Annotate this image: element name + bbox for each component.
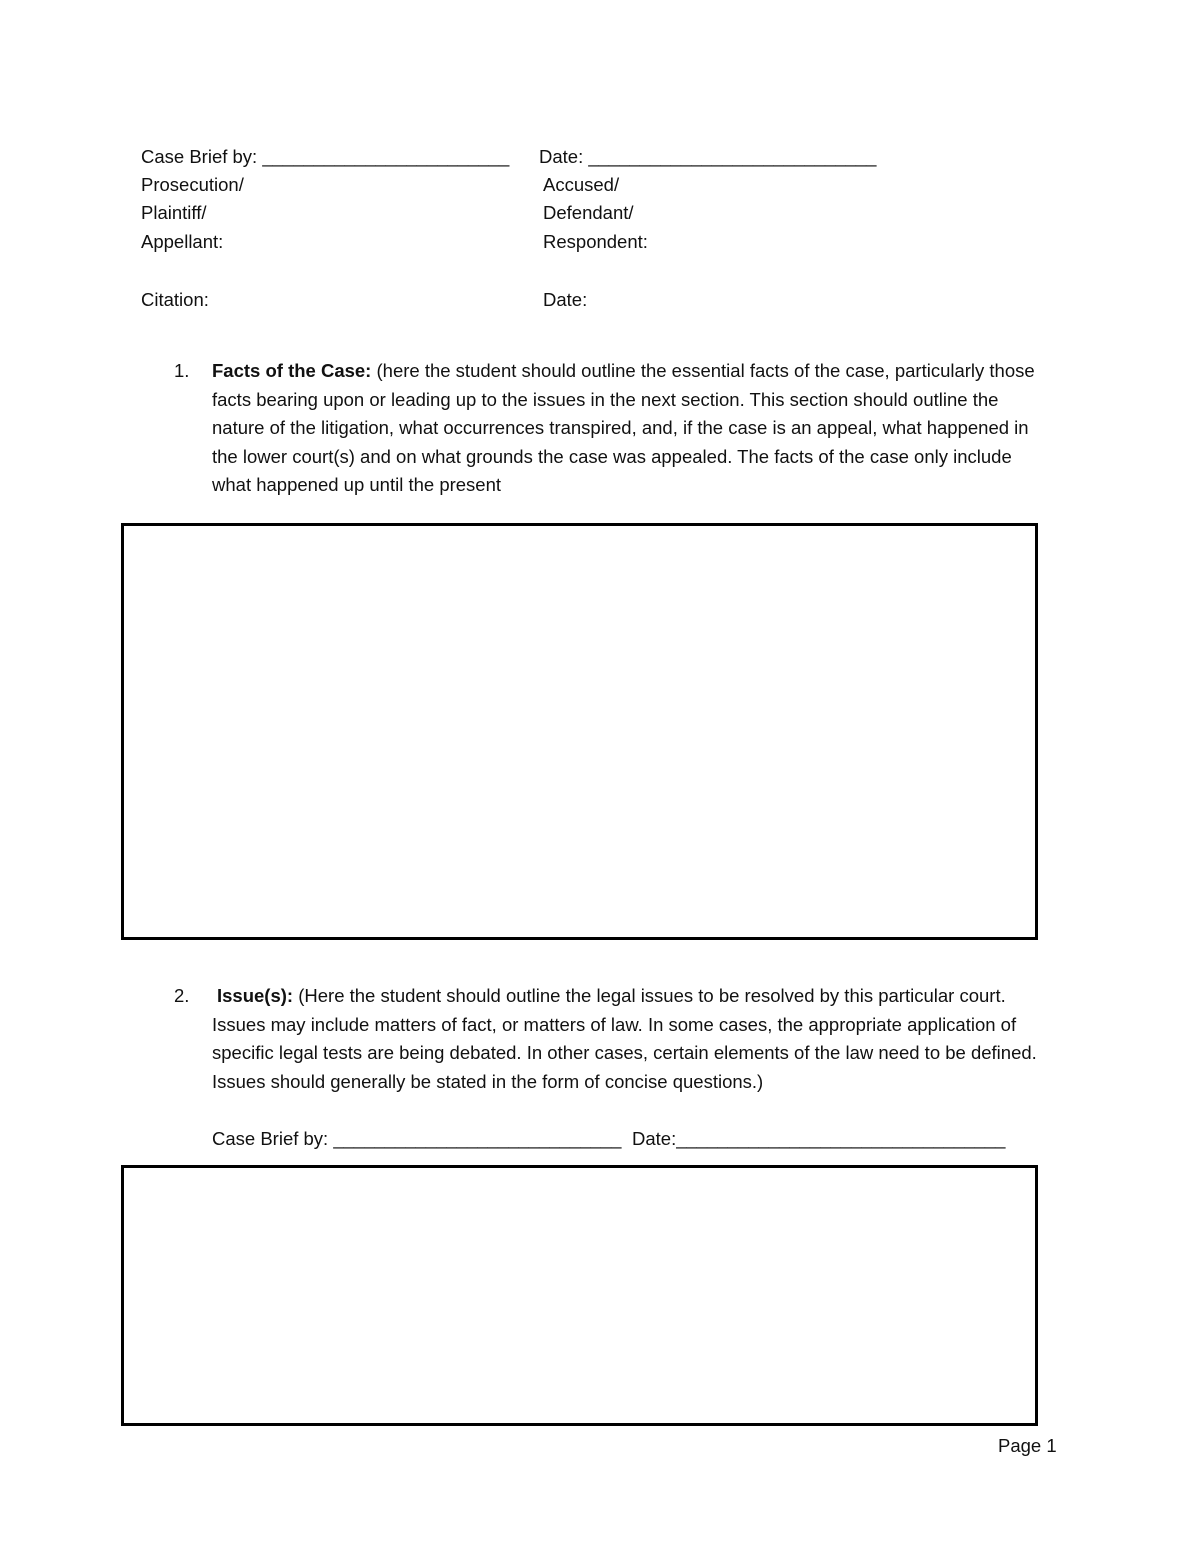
respondent-label: Respondent: [543, 231, 648, 252]
citation-label: Citation: [141, 289, 209, 310]
defendant-label: Defendant/ [543, 202, 634, 223]
section-facts [174, 357, 1054, 500]
issue-date-field[interactable]: Date:________________________________ [632, 1128, 1006, 1149]
section-text: (here the student should outline the essential facts of the case, particularly those facts bearing upon or leading up to the issues in the next section. This section should outline the nature of the litigation, what occurrences transpired, and, if the case is an appeal, what happened in the lower court(s) and on what grounds the case was appealed. The facts of the case only include what happened up until the present [212, 360, 1035, 495]
section-body [212, 982, 1054, 1096]
appellant-label: Appellant: [141, 231, 224, 252]
section-text: (Here the student should outline the legal issues to be resolved by this particular court. Issues may include matters of fact, or matters of law. In some cases, the appropriate application of specific legal tests are being debated. In other cases, certain elements of the law need to be defined. Issues should generally be stated in the form of concise questions.) [212, 985, 1037, 1092]
date-field[interactable]: Date: ____________________________ [539, 146, 877, 167]
section-number: 2. [174, 985, 190, 1006]
prosecution-label: Prosecution/ [141, 174, 244, 195]
section-title: Issue(s): [217, 985, 294, 1006]
plaintiff-label: Plaintiff/ [141, 202, 207, 223]
facts-answer-box[interactable] [121, 523, 1038, 940]
page-number: Page 1 [998, 1435, 1057, 1456]
case-brief-by-field[interactable]: Case Brief by: ________________________ [141, 146, 510, 167]
issue-case-brief-by-field[interactable]: Case Brief by: ____________________________ [212, 1128, 622, 1149]
issues-answer-box[interactable] [121, 1165, 1038, 1426]
section-body [212, 357, 1054, 500]
section-issues [174, 982, 1054, 1096]
citation-date-label: Date: [543, 289, 588, 310]
section-number: 1. [174, 360, 190, 381]
accused-label: Accused/ [543, 174, 620, 195]
section-title: Facts of the Case: [212, 360, 372, 381]
